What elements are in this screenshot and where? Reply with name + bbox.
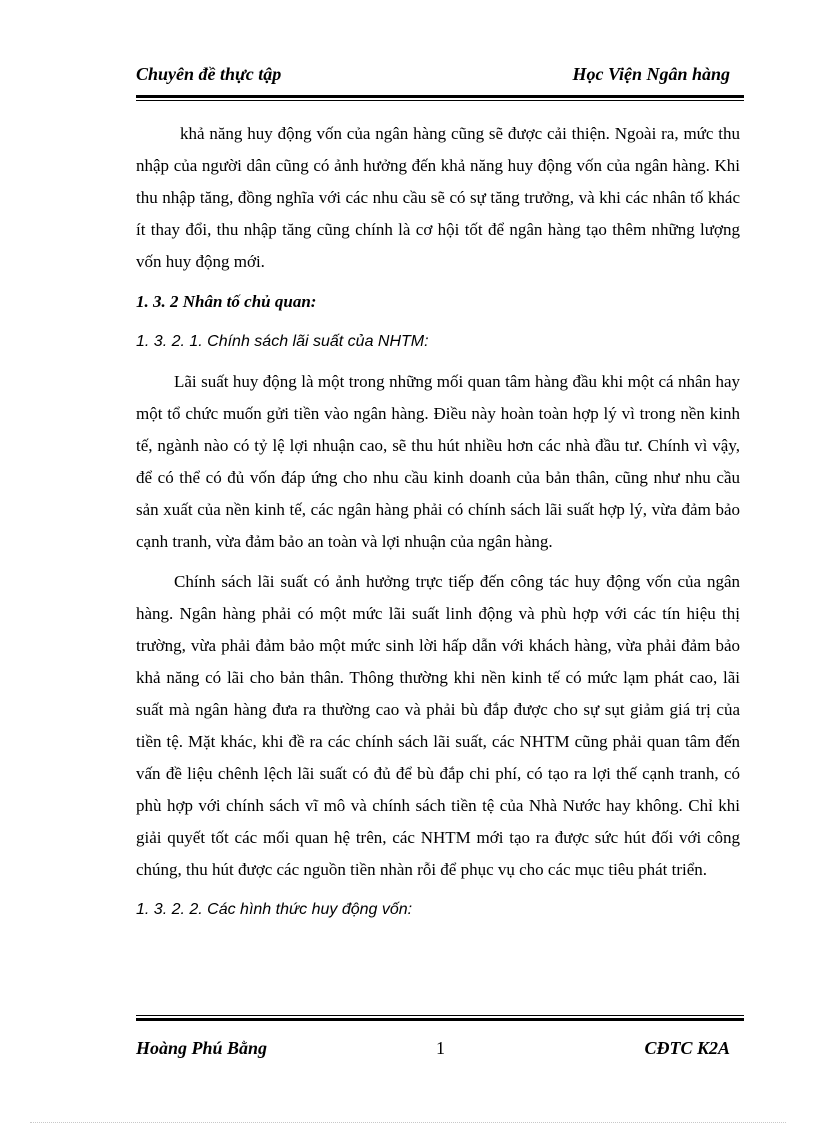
page-number: 1 bbox=[436, 1038, 445, 1058]
section-heading-subjective-factors: 1. 3. 2 Nhân tố chủ quan: bbox=[136, 292, 317, 311]
paragraph-deposit-interest: Lãi suất huy động là một trong những mối quan tâm hàng đầu khi một cá nhân hay một tổ chức muốn gửi tiền vào ngân hàng. Điều này hoàn toàn hợp lý vì trong nền kinh tế, ngành nào có tỷ lệ lợi nhuận cao, sẽ thu hút nhiều hơn các nhà đầu tư. Chính vì vậy, để có thể có đủ vốn đáp ứng cho nhu cầu kinh doanh của bản thân, cũng như nhu cầu sản xuất của nền kinh tế, các ngân hàng phải có chính sách lãi suất hợp lý, vừa đảm bảo cạnh tranh, vừa đảm bảo an toàn và lợi nhuận của ngân hàng. bbox=[136, 372, 740, 551]
footer-divider bbox=[136, 1015, 744, 1021]
page-footer bbox=[136, 1038, 730, 1064]
header-document-type: Chuyên đề thực tập bbox=[136, 64, 282, 84]
header-divider bbox=[136, 95, 744, 101]
paragraph-interest-policy-impact: Chính sách lãi suất có ảnh hưởng trực tiếp đến công tác huy động vốn của ngân hàng. Ngân hàng phải có một mức lãi suất linh động và phù hợp với các tín hiệu thị trường, vừa phải đảm bảo một mức sinh lời hấp dẫn với khách hàng, vừa phải đảm bảo khả năng có lãi cho bản thân. Thông thường khi nền kinh tế có mức lạm phát cao, lãi suất mà ngân hàng đưa ra thường cao và phải bù đắp được cho sự sụt giảm giá trị của tiền tệ. Mặt khác, khi đề ra các chính sách lãi suất, các NHTM cũng phải quan tâm đến vấn đề liệu chênh lệch lãi suất có đủ để bù đắp chi phí, có tạo ra lợi thế cạnh tranh, có phù hợp với chính sách vĩ mô và chính sách tiền tệ của Nhà Nước hay không. Chỉ khi giải quyết tốt các mối quan hệ trên, các NHTM mới tạo ra được sức hút đối với công chúng, thu hút được các nguồn tiền nhàn rỗi để phục vụ cho các mục tiêu phát triển. bbox=[136, 572, 740, 879]
subsection-heading-mobilization-forms: 1. 3. 2. 2. Các hình thức huy động vốn: bbox=[136, 901, 413, 918]
subsection-heading-interest-policy: 1. 3. 2. 1. Chính sách lãi suất của NHTM: bbox=[136, 333, 429, 350]
page-header bbox=[136, 64, 730, 90]
paragraph-income-effect: khả năng huy động vốn của ngân hàng cũng sẽ được cải thiện. Ngoài ra, mức thu nhập của người dân cũng có ảnh hưởng đến khả năng huy động vốn của ngân hàng. Khi thu nhập tăng, đồng nghĩa với các nhu cầu sẽ có sự tăng trưởng, và khi các nhân tố khác ít thay đổi, thu nhập tăng cũng chính là cơ hội tốt để ngân hàng tạo thêm những lượng vốn huy động mới. bbox=[136, 124, 740, 271]
footer-author: Hoàng Phú Bằng bbox=[136, 1038, 268, 1058]
page-body bbox=[136, 118, 740, 934]
footer-class-code: CĐTC K2A bbox=[644, 1038, 730, 1058]
header-institution: Học Viện Ngân hàng bbox=[572, 64, 730, 84]
